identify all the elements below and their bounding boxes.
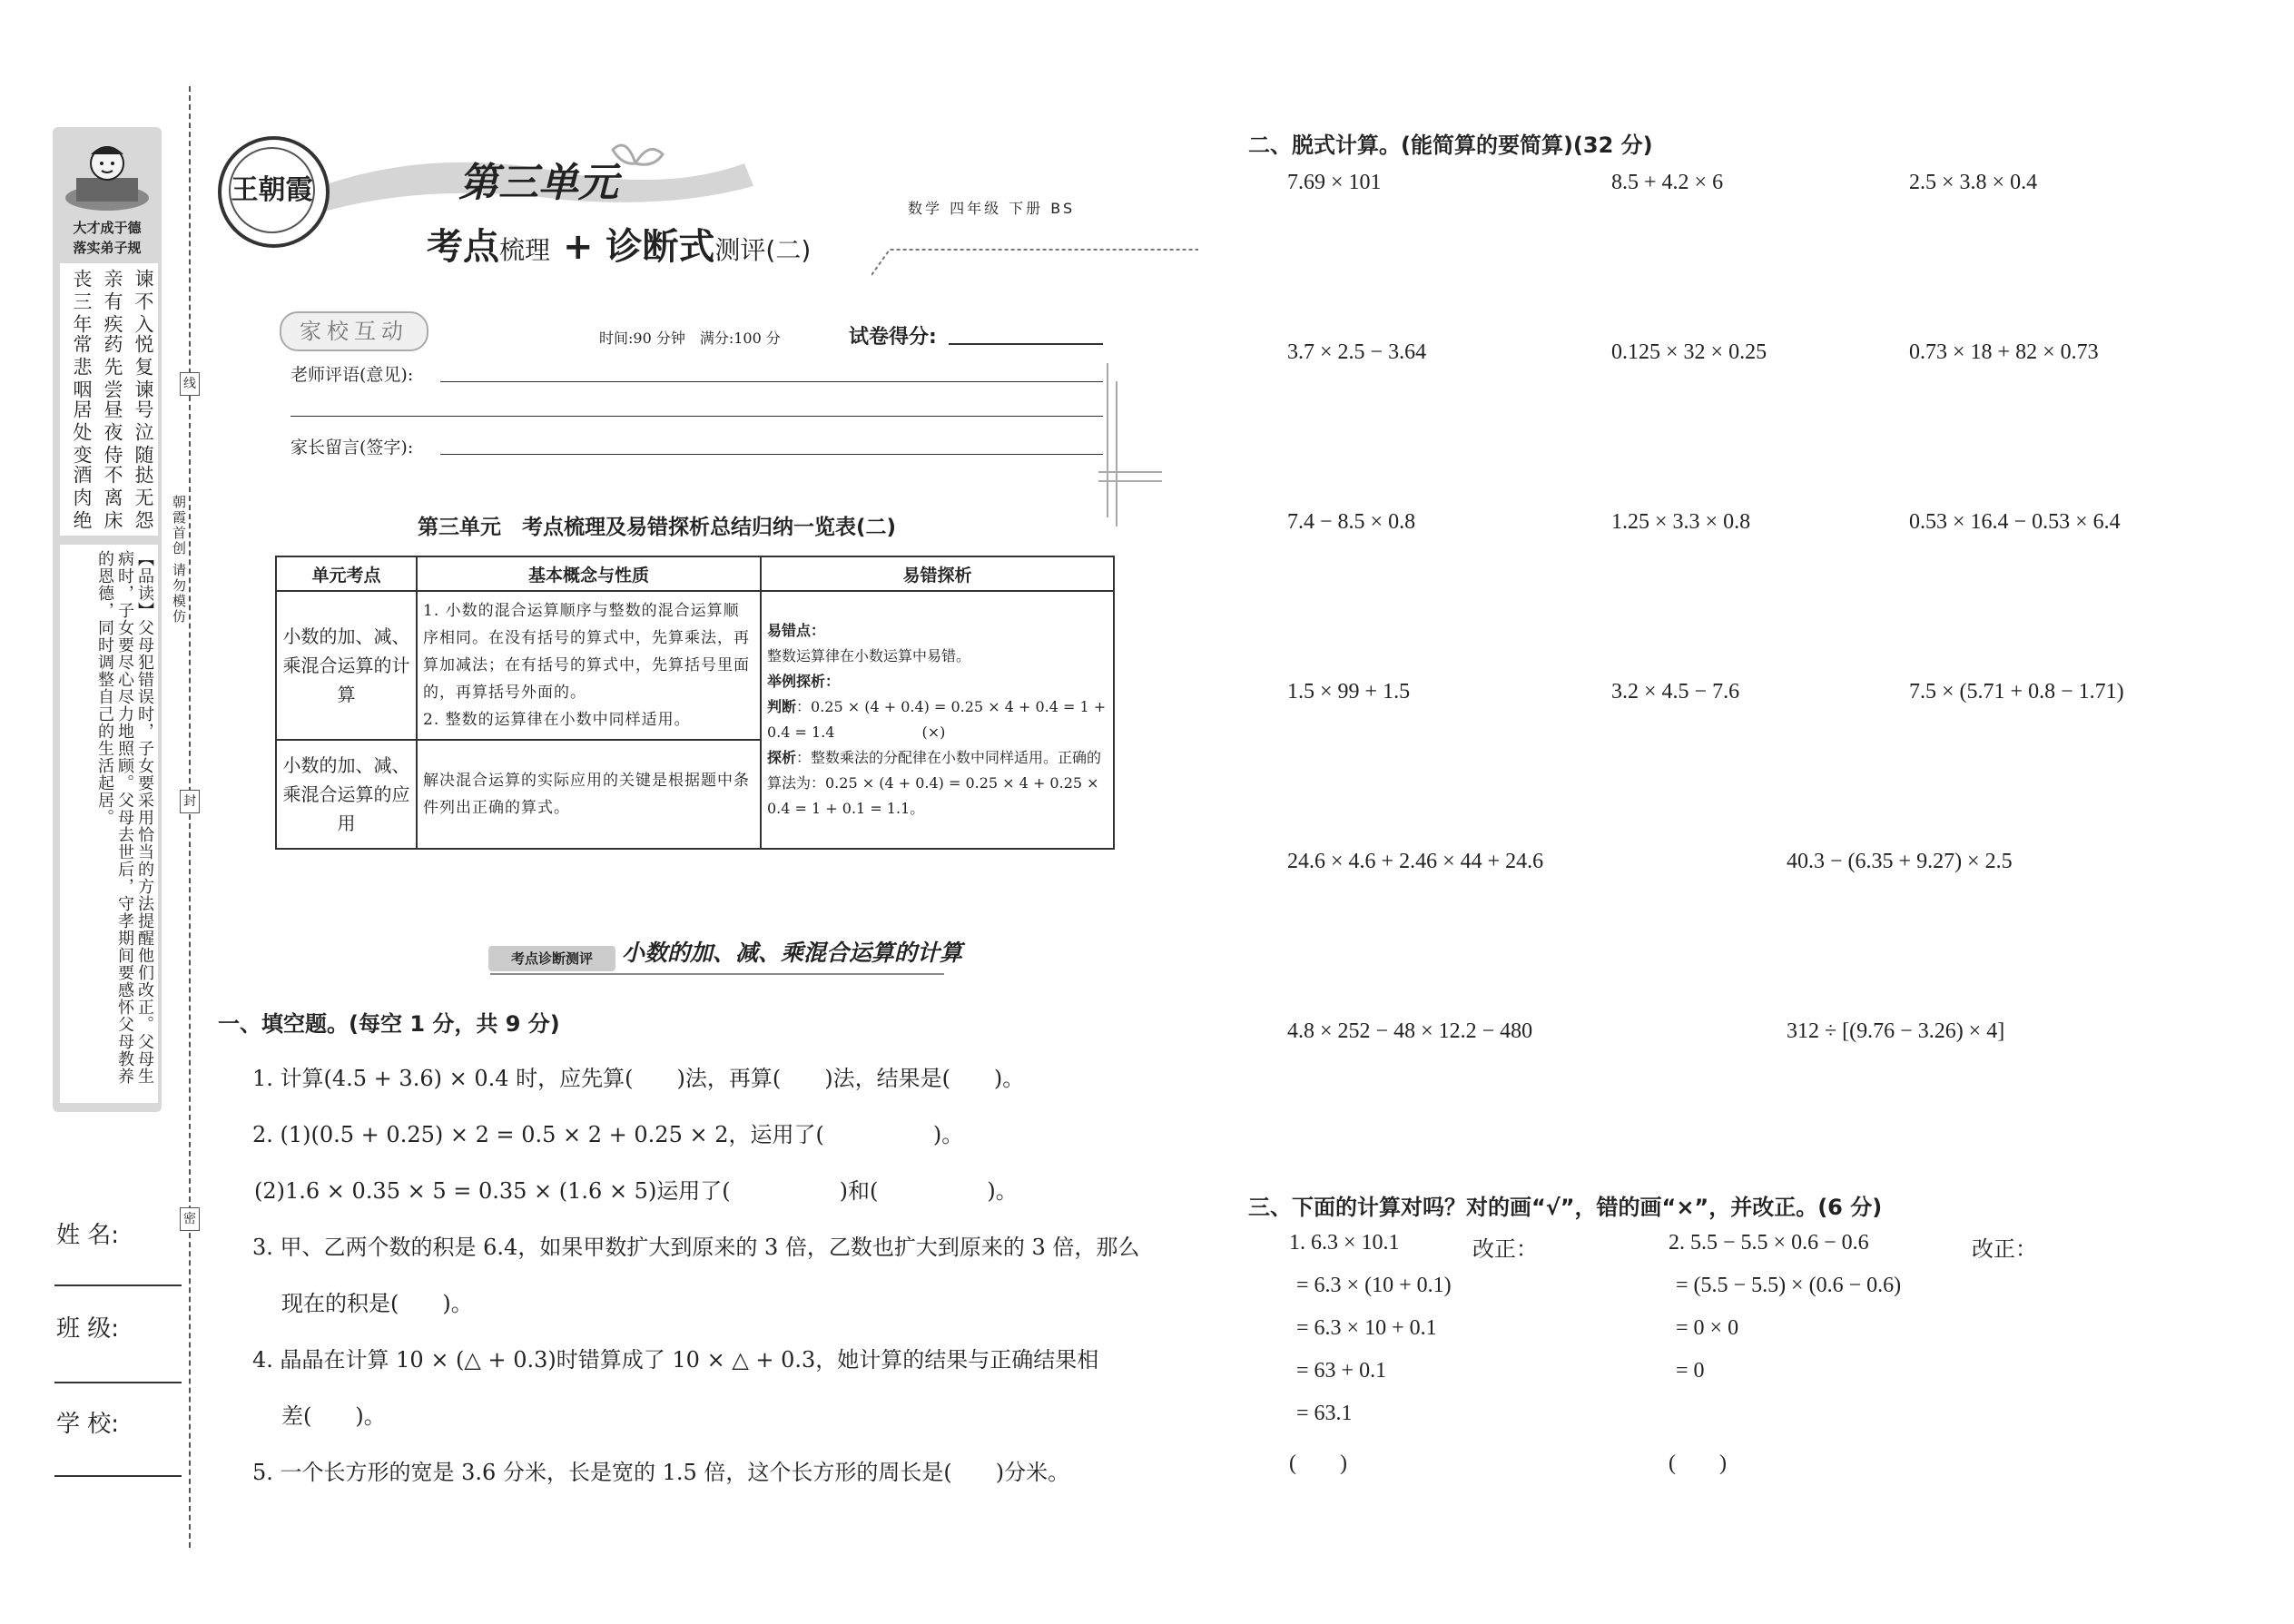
check-line: = 6.3 × 10 + 0.1 xyxy=(1296,1316,1437,1340)
concept-cell: 1. 小数的混合运算顺序与整数的混合运算顺序相同。在没有括号的算式中，先算乘法，再算加减法；在有括号的算式中，先算括号里面的，再算括号外面的。 2. 整数的运算律在小数中同样适用。 xyxy=(417,591,761,740)
parent-comment-field[interactable] xyxy=(440,454,1103,455)
name-field[interactable] xyxy=(54,1284,182,1286)
teacher-comment-field-2[interactable] xyxy=(290,416,1103,417)
topic-cell: 小数的加、减、乘混合运算的应用 xyxy=(276,740,417,849)
check-line: = 0 xyxy=(1676,1359,1705,1383)
question-line: 2. (1)(0.5 + 0.25) × 2 = 0.5 × 2 + 0.25 × 2，运用了( )。 xyxy=(252,1122,964,1147)
time-score-info: 时间:90 分钟 满分:100 分 xyxy=(599,330,781,347)
cut-mark-line: 线 xyxy=(180,372,200,396)
correct-label: 改正： xyxy=(1972,1236,2037,1262)
class-field[interactable] xyxy=(54,1382,182,1383)
question-line: 3. 甲、乙两个数的积是 6.4，如果甲数扩大到原来的 3 倍，乙数也扩大到原来的 3 倍，那么 xyxy=(252,1235,1140,1260)
check-line: = 63.1 xyxy=(1296,1402,1353,1425)
cut-line xyxy=(189,86,191,1548)
motto-line-2: 落实弟子规 xyxy=(73,240,142,256)
parent-comment-label: 家长留言(签字): xyxy=(290,438,414,458)
motto xyxy=(56,218,158,258)
unit-title: 第三单元 xyxy=(458,160,618,206)
poem-box xyxy=(60,263,158,536)
check-line: 2. 5.5 − 5.5 × 0.6 − 0.6 xyxy=(1669,1231,1869,1255)
expression: 0.53 × 16.4 − 0.53 × 6.4 xyxy=(1909,510,2121,534)
expression: 3.7 × 2.5 − 3.64 xyxy=(1287,340,1427,364)
part1-title: 一、填空题。(每空 1 分，共 9 分) xyxy=(218,1011,560,1037)
poem-column: 不离床 xyxy=(102,465,123,533)
brand-logo-text: 王朝霞 xyxy=(229,147,315,233)
poem-column: 丧三年 xyxy=(71,269,93,337)
table-title: 第三单元 考点梳理及易错探析总结归纳一览表(二) xyxy=(418,516,897,539)
question-line: 1. 计算(4.5 + 3.6) × 0.4 时，应先算( )法，再算( )法，结果是( )。 xyxy=(252,1066,1025,1091)
part3-title: 三、下面的计算对吗？对的画“√”，错的画“×”，并改正。(6 分) xyxy=(1248,1195,1883,1220)
eval-title: 考点梳理 + 诊断式测评(二) xyxy=(427,226,812,268)
check-line: 1. 6.3 × 10.1 xyxy=(1289,1231,1400,1255)
expression: 8.5 + 4.2 × 6 xyxy=(1611,171,1724,194)
poem-column: 常悲咽 xyxy=(71,334,93,402)
poem-column: 挞无怨 xyxy=(133,465,154,533)
copyright-note: 朝霞首创 请勿模仿 xyxy=(171,495,187,625)
table-header-row xyxy=(276,556,1114,591)
school-label: 学 校: xyxy=(56,1411,120,1438)
teacher-comment-field[interactable] xyxy=(440,381,1103,382)
header-mistake: 易错探析 xyxy=(761,556,1114,591)
question-line: 4. 晶晶在计算 10 × (△ + 0.3)时错算成了 10 × △ + 0.3，她计算的结果与正确结果相 xyxy=(252,1347,1099,1373)
subject-tag: 数学 四年级 下册 BS xyxy=(908,200,1076,217)
expression: 1.5 × 99 + 1.5 xyxy=(1287,680,1411,704)
section-title: 小数的加、减、乘混合运算的计算 xyxy=(622,940,963,966)
summary-table xyxy=(275,556,1115,850)
poem-column: 谏不入 xyxy=(133,269,154,337)
expression: 1.25 × 3.3 × 0.8 xyxy=(1611,510,1751,534)
concept-cell: 解决混合运算的实际应用的关键是根据题中条件列出正确的算式。 xyxy=(417,740,761,849)
decorative-lines xyxy=(1098,363,1162,527)
poem-column: 悦复谏 xyxy=(133,334,154,402)
question-line: 差( )。 xyxy=(281,1403,386,1429)
correct-label: 改正： xyxy=(1472,1236,1538,1262)
expression: 40.3 − (6.35 + 9.27) × 2.5 xyxy=(1787,850,2013,873)
motto-line-1: 大才成于德 xyxy=(73,220,142,236)
expression: 7.69 × 101 xyxy=(1287,171,1382,194)
reading-box xyxy=(60,545,158,1103)
school-field[interactable] xyxy=(54,1475,182,1477)
check-line: = 0 × 0 xyxy=(1676,1316,1739,1340)
check-line: = 6.3 × (10 + 0.1) xyxy=(1296,1274,1452,1297)
score-label: 试卷得分: xyxy=(849,326,937,349)
poem-column: 酒肉绝 xyxy=(71,465,93,533)
check-line: = 63 + 0.1 xyxy=(1296,1359,1387,1383)
expression: 0.125 × 32 × 0.25 xyxy=(1611,340,1767,364)
expression: 24.6 × 4.6 + 2.46 × 44 + 24.6 xyxy=(1287,850,1544,873)
header-zigzag-decoration xyxy=(871,213,1198,277)
section-tag: 考点诊断测评 xyxy=(488,946,615,971)
poem-column: 亲有疾 xyxy=(102,269,123,337)
cut-mark-seal: 封 xyxy=(180,790,200,813)
section-underline xyxy=(490,973,944,975)
check-line: = (5.5 − 5.5) × (0.6 − 0.6) xyxy=(1676,1274,1902,1297)
teacher-comment-label: 老师评语(意见): xyxy=(290,365,414,385)
table-row xyxy=(276,591,1114,740)
name-label: 姓 名: xyxy=(56,1222,120,1249)
part2-title: 二、脱式计算。(能简算的要简算)(32 分) xyxy=(1248,133,1653,158)
poem-column: 昼夜侍 xyxy=(102,399,123,468)
scholar-mascot-icon xyxy=(58,134,156,216)
header-concept: 基本概念与性质 xyxy=(417,556,761,591)
mistake-cell: 易错点： 整数运算律在小数运算中易错。 举例探析： 判断：0.25 × (4 + 0.4) = 0.25 × 4 + 0.4 = 1 + 0.4 = 1.4 (×) 探析：整数乘法的分配律在小数中同样适用。正确的算法为：0.25 × (4 + 0.4) = 0.25 × 4 + 0.25 × 0.4 = 1 + 0.1 = 1.1。 xyxy=(761,591,1114,849)
question-line: 5. 一个长方形的宽是 3.6 分米，长是宽的 1.5 倍，这个长方形的周长是( )分米。 xyxy=(252,1460,1070,1485)
expression: 7.5 × (5.71 + 0.8 − 1.71) xyxy=(1909,680,2124,704)
question-line: 现在的积是( )。 xyxy=(281,1291,473,1316)
question-line: (2)1.6 × 0.35 × 5 = 0.35 × (1.6 × 5)运用了( )和( )。 xyxy=(254,1178,1018,1204)
expression: 7.4 − 8.5 × 0.8 xyxy=(1287,510,1416,534)
header-topic: 单元考点 xyxy=(276,556,417,591)
expression: 312 ÷ [(9.76 − 3.26) × 4] xyxy=(1787,1019,2005,1043)
expression: 4.8 × 252 − 48 × 12.2 − 480 xyxy=(1287,1019,1533,1043)
expression: 0.73 × 18 + 82 × 0.73 xyxy=(1909,340,2099,364)
reading-text: 【品读】父母犯错误时，子女要采用恰当的方法提醒他们改正。父母生病时，子女要尽心尽力地照顾。父母去世后，守孝期间要感怀父母教养的恩德，同时调整自己的生活起居。 xyxy=(95,550,154,1085)
poem-column: 号泣随 xyxy=(133,399,154,468)
expression: 3.2 × 4.5 − 7.6 xyxy=(1611,680,1740,704)
home-school-badge: 家校互动 xyxy=(280,311,428,351)
class-label: 班 级: xyxy=(56,1315,120,1343)
score-field[interactable] xyxy=(949,343,1103,345)
answer-blank[interactable]: ( ) xyxy=(1289,1452,1347,1475)
cut-mark-secret: 密 xyxy=(180,1207,200,1231)
answer-blank[interactable]: ( ) xyxy=(1669,1452,1727,1475)
topic-cell: 小数的加、减、乘混合运算的计算 xyxy=(276,591,417,740)
expression: 2.5 × 3.8 × 0.4 xyxy=(1909,171,2038,194)
poem-column: 居处变 xyxy=(71,399,93,468)
poem-column: 药先尝 xyxy=(102,334,123,402)
